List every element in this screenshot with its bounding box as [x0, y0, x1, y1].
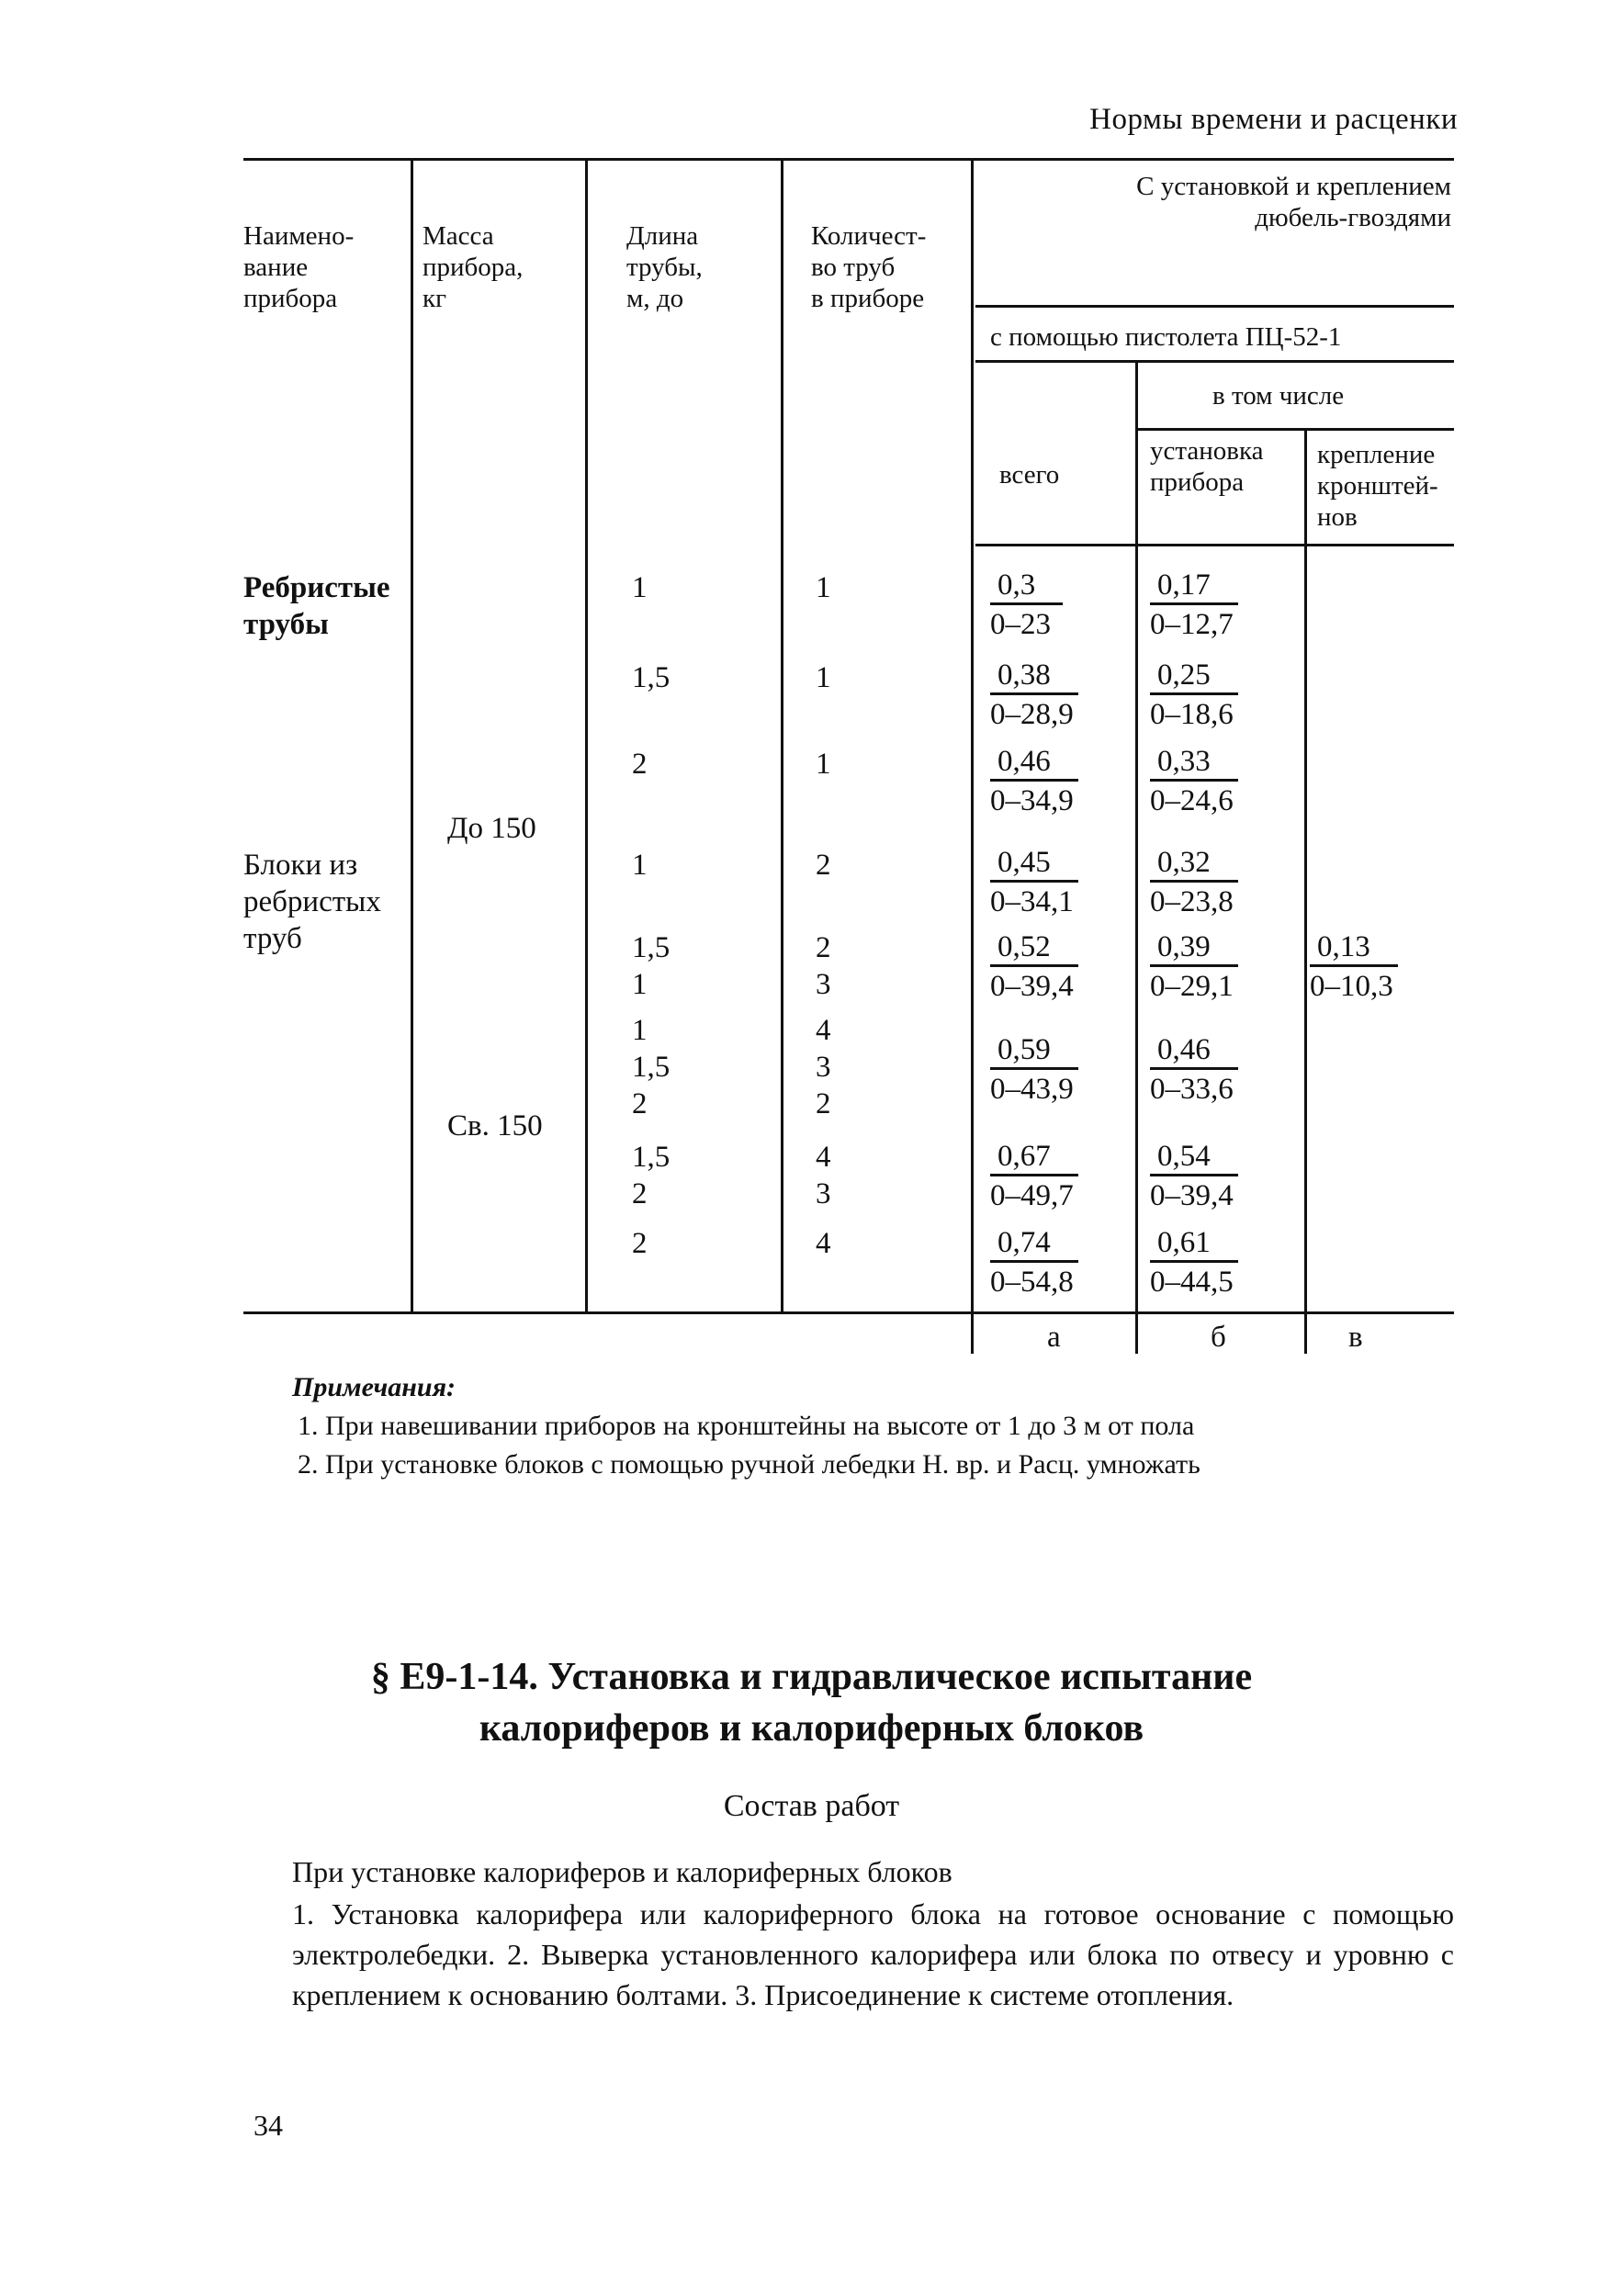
table-row-3-count: 1 [816, 748, 831, 781]
header-group: С установкой и креплением дюбель-гвоздями [1136, 172, 1451, 232]
table-row-1-install: $\frac{0,17}{0-12,7}$ [1150, 568, 1238, 642]
header-incl: в том числе [1212, 381, 1345, 411]
name-ribbed-blocks: Блоки из ребристых труб [243, 849, 381, 955]
table-row-6-length: 1 1,5 2 [632, 1014, 671, 1120]
table-row-8-total: $\frac{0,74}{0-54,8}$ [990, 1225, 1078, 1300]
header-mass: Масса прибора, кг [423, 221, 524, 313]
table-row-6-count: 4 3 2 [816, 1014, 831, 1120]
table-row-5-count: 2 3 [816, 931, 831, 1001]
header-bottom-rule [975, 544, 1454, 546]
table-row-8-length: 2 [632, 1227, 648, 1260]
notes [292, 1368, 1454, 1484]
note-item-2: 2. При установке блоков с помощью ручной лебедки Н. вр. и Расц. умножать [298, 1449, 1200, 1480]
table-row-6-total: $\frac{0,59}{0-43,9}$ [990, 1032, 1078, 1107]
table-bottom-rule [243, 1311, 1454, 1314]
header-install: установка прибора [1150, 436, 1264, 497]
col-rule-4 [971, 158, 974, 1354]
footer-letter-b: б [1211, 1321, 1226, 1354]
table-row-7-install: $\frac{0,54}{0-39,4}$ [1150, 1139, 1238, 1213]
header-length: Длина трубы, м, до [626, 221, 703, 313]
header-tool: с помощью пистолета ПЦ-52-1 [990, 322, 1342, 352]
section-paragraph: 1. Установка калорифера или калориферного блока на готовое основание с помощью электролебедки. 2. Выверка установленного калорифера или блока по отвесу и уровню с креплением к основанию болтами. 3. Присоединение к системе отопления. [292, 1897, 1454, 2011]
table-row-4-install: $\frac{0,32}{0-23,8}$ [1150, 845, 1238, 919]
table-row-8-install: $\frac{0,61}{0-44,5}$ [1150, 1225, 1238, 1300]
note-item-1: 1. При навешивании приборов на кронштейны на высоте от 1 до 3 м от пола [298, 1411, 1195, 1441]
table-row-2-count: 1 [816, 661, 831, 694]
table-row-2-length: 1,5 [632, 661, 671, 694]
notes-title: Примечания: [292, 1372, 456, 1402]
table-row-8-count: 4 [816, 1227, 831, 1260]
col-rule-3 [781, 158, 783, 1311]
header-name: Наимено- вание прибора [243, 221, 355, 313]
running-header: Нормы времени и расценки [1089, 103, 1458, 136]
table-row-1-length: 1 [632, 571, 648, 604]
table-top-rule [243, 158, 1454, 161]
table-row-5-length: 1,5 1 [632, 931, 671, 1001]
table-row-3-length: 2 [632, 748, 648, 781]
section-intro: При установке калориферов и калориферных блоков [292, 1855, 952, 1888]
footer-letter-a: а [1047, 1321, 1061, 1354]
section-title: § Е9-1-14. Установка и гидравлическое испытание калориферов и калориферных блоков [370, 1656, 1253, 1750]
mass-over: Св. 150 [447, 1109, 543, 1142]
table-row-4-count: 2 [816, 849, 831, 882]
name-ribbed-pipes: Ребристые трубы [243, 571, 390, 641]
table-row-2-install: $\frac{0,25}{0-18,6}$ [1150, 658, 1238, 732]
table-row-7-length: 1,5 2 [632, 1141, 671, 1210]
col-rule-1 [411, 158, 413, 1311]
table-row-3-total: $\frac{0,46}{0-34,9}$ [990, 744, 1078, 818]
col-rule-5 [1135, 363, 1138, 1354]
page-number: 34 [254, 2109, 283, 2142]
tool-top-rule [975, 305, 1454, 308]
table-row-1-total: $\frac{0,3}{0-23}$ [990, 568, 1063, 642]
table-row-5-install: $\frac{0,39}{0-29,1}$ [1150, 929, 1238, 1004]
table-row-2-total: $\frac{0,38}{0-28,9}$ [990, 658, 1078, 732]
table-row-7-count: 4 3 [816, 1141, 831, 1210]
header-total: всего [999, 460, 1060, 490]
table-fix-value: $\frac{0,13}{0-10,3}$ [1310, 929, 1398, 1004]
section-subtitle: Состав работ [723, 1789, 900, 1823]
footer-letter-v: в [1348, 1321, 1363, 1354]
table-row-4-total: $\frac{0,45}{0-34,1}$ [990, 845, 1078, 919]
mass-upto: До 150 [447, 812, 536, 845]
col-rule-2 [585, 158, 588, 1311]
table-row-7-total: $\frac{0,67}{0-49,7}$ [990, 1139, 1078, 1213]
header-count: Количест- во труб в приборе [811, 221, 927, 313]
col-rule-6 [1304, 430, 1307, 1354]
table-row-6-install: $\frac{0,46}{0-33,6}$ [1150, 1032, 1238, 1107]
table-row-3-install: $\frac{0,33}{0-24,6}$ [1150, 744, 1238, 818]
table-row-1-count: 1 [816, 571, 831, 604]
tool-bottom-rule [975, 360, 1454, 363]
table-row-4-length: 1 [632, 849, 648, 882]
header-fix: крепление кронштей- нов [1317, 440, 1438, 532]
incl-bottom-rule [1137, 428, 1454, 431]
table-row-5-total: $\frac{0,52}{0-39,4}$ [990, 929, 1078, 1004]
